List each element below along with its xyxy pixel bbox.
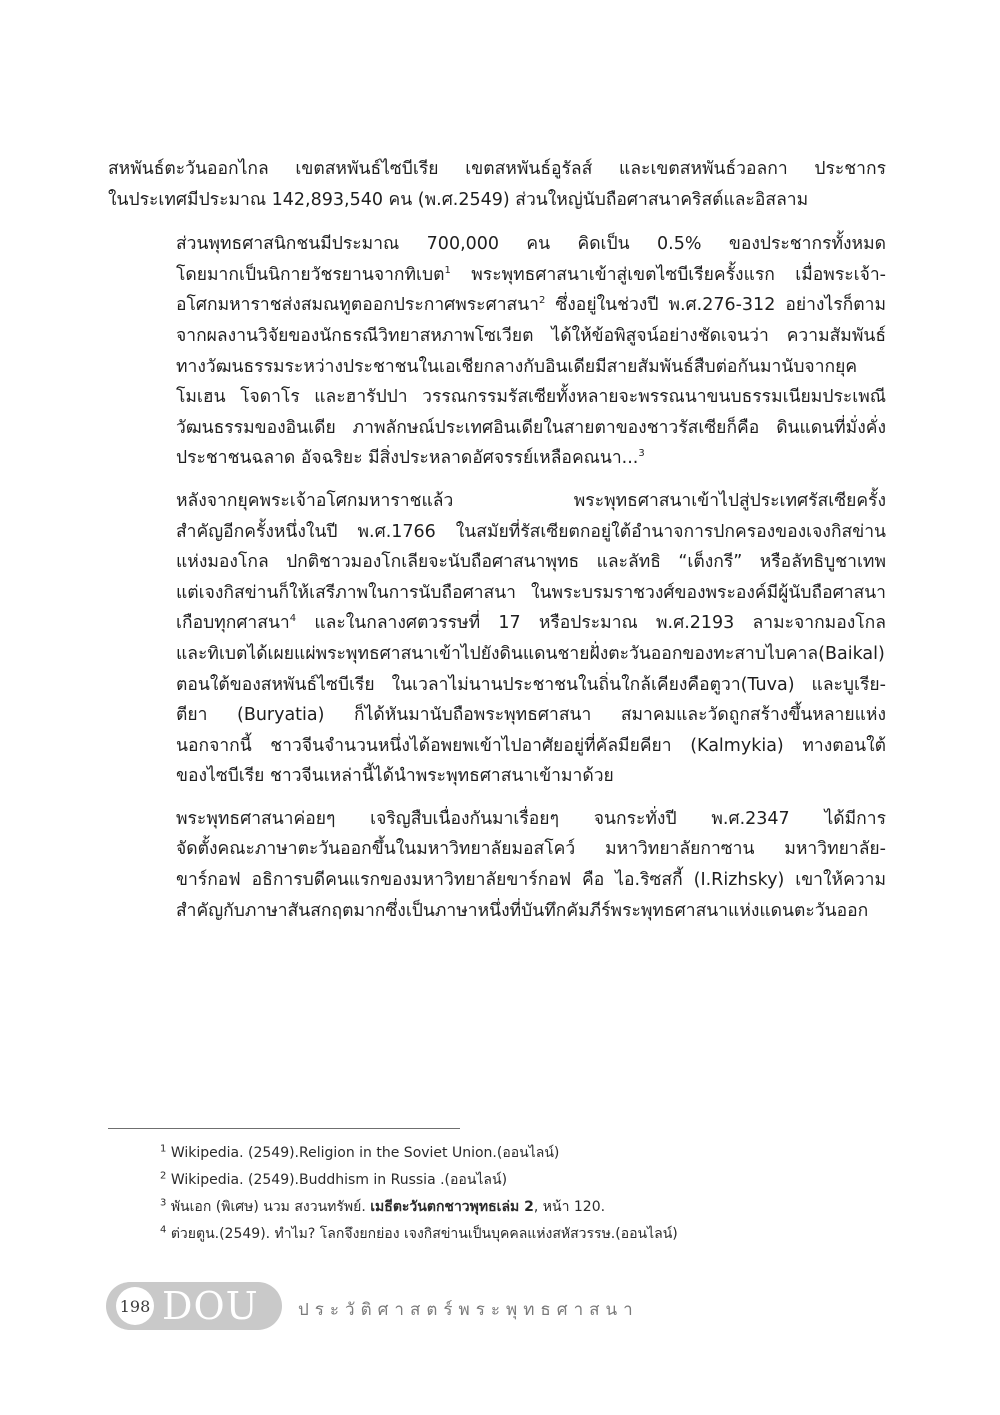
footnote-divider xyxy=(108,1128,460,1129)
text-line: จากผลงานวิจัยของนักธรณีวิทยาสหภาพโซเวียต ได้ให้ข้อพิสูจน์อย่างชัดเจนว่า ความสัมพันธ์ xyxy=(176,325,886,346)
page-number: 198 xyxy=(116,1287,154,1325)
text-line: ทางวัฒนธรรมระหว่างประชาชนในเอเชียกลางกับอินเดียมีสายสัมพันธ์สืบต่อกันมานับจากยุค xyxy=(176,356,858,377)
text-line: โมเฮน โจดาโร และฮารัปปา วรรณกรรมรัสเซียทั้งหลายจะพรรณนาขนบธรรมเนียมประเพณี xyxy=(176,387,886,408)
text-line: โดยมากเป็นนิกายวัชรยานจากทิเบต$^1$ พระพุทธศาสนาเข้าสู่เขตไซบีเรียครั้งแรก เมื่อพระเจ้า- xyxy=(176,264,886,285)
footnote-ref-1[interactable]: 1 xyxy=(444,264,451,276)
text-line: วัฒนธรรมของอินเดีย ภาพลักษณ์ประเทศอินเดียในสายตาของชาวรัสเซียก็คือ ดินแดนที่มั่งคั่ง xyxy=(176,417,886,438)
text-line: สำคัญกับภาษาสันสกฤตมากซึ่งเป็นภาษาหนึ่งที่บันทึกคัมภีร์พระพุทธศาสนาแห่งแดนตะวันออก xyxy=(176,900,869,921)
text-line: ส่วนพุทธศาสนิกชนมีประมาณ 700,000 คน คิดเป็น 0.5% ของประชากรทั้งหมด xyxy=(176,234,886,255)
text-line: ตียา (Buryatia) ก็ได้หันมานับถือพระพุทธศาสนา สมาคมและวัดถูกสร้างขึ้นหลายแห่ง xyxy=(176,705,886,726)
footnote-4: $^4$ ต่วยตูน.(2549). ทำไม? โลกจึงยกย่อง เจงกิสข่านเป็นบุคคลแห่งสหัสวรรษ.(ออนไลน์) xyxy=(160,1224,678,1242)
paragraph-1 xyxy=(108,154,886,215)
running-title: ประวัติศาสตร์พระพุทธศาสนา xyxy=(298,1300,639,1320)
footnote-1: $^1$ Wikipedia. (2549).Religion in the Soviet Union.(ออนไลน์) xyxy=(160,1143,560,1161)
footnote-2: $^2$ Wikipedia. (2549).Buddhism in Russia .(ออนไลน์) xyxy=(160,1170,508,1188)
text-line: นอกจากนี้ ชาวจีนจำนวนหนึ่งได้อพยพเข้าไปอาศัยอยู่ที่คัลมียคียา (Kalmykia) ทางตอนใต้ xyxy=(176,735,886,756)
text-line: ขาร์กอฟ อธิการบดีคนแรกของมหาวิทยาลัยขาร์กอฟ คือ ไอ.ริซสกี้ (I.Rizhsky) เขาให้ความ xyxy=(176,870,886,891)
text-line: แต่เจงกิสข่านก็ให้เสรีภาพในการนับถือศาสนา ในพระบรมราชวงศ์ของพระองค์มีผู้นับถือศาสนา xyxy=(176,582,886,603)
text-line: สำคัญอีกครั้งหนึ่งในปี พ.ศ.1766 ในสมัยที่รัสเซียตกอยู่ใต้อำนาจการปกครองของเจงกิสข่าน xyxy=(176,521,886,542)
text-line: อโศกมหาราชส่งสมณทูตออกประกาศพระศาสนา$^2$ ซึ่งอยู่ในช่วงปี พ.ศ.276-312 อย่างไรก็ตาม xyxy=(176,295,886,316)
footnote-3: $^3$ พันเอก (พิเศษ) นวม สงวนทรัพย์. เมธีตะวันตกชาวพุทธเล่ม 2, หน้า 120. xyxy=(160,1197,606,1215)
paragraph-3 xyxy=(108,486,886,792)
text-line: และทิเบตได้เผยแผ่พระพุทธศาสนาเข้าไปยังดินแดนชายฝั่งตะวันออกของทะสาบไบคาล(Baikal) xyxy=(176,643,885,664)
footnote-ref-2[interactable]: 2 xyxy=(539,295,546,307)
paragraph-4 xyxy=(108,804,886,926)
footnotes xyxy=(160,1140,880,1248)
text-line: ของไซบีเรีย ชาวจีนเหล่านี้ได้นำพระพุทธศาสนาเข้ามาด้วย xyxy=(176,766,614,787)
paragraph-2 xyxy=(108,229,886,474)
text-line: ประชาชนฉลาด อัจฉริยะ มีสิ่งประหลาดอัศจรรย์เหลือคณนา...$^3$ xyxy=(176,448,645,469)
footnote-ref-4[interactable]: 4 xyxy=(289,613,297,625)
text-line: จัดตั้งคณะภาษาตะวันออกขึ้นในมหาวิทยาลัยมอสโคว์ มหาวิทยาลัยกาซาน มหาวิทยาลัย- xyxy=(176,839,886,860)
text-line: ตอนใต้ของสหพันธ์ไซบีเรีย ในเวลาไม่นานประชาชนในถิ่นใกล้เคียงคือตูวา(Tuva) และบูเรีย- xyxy=(176,674,886,695)
text-line: พระพุทธศาสนาค่อยๆ เจริญสืบเนื่องกันมาเรื่อยๆ จนกระทั่งปี พ.ศ.2347 ได้มีการ xyxy=(176,808,886,829)
text-line: หลังจากยุคพระเจ้าอโศกมหาราชแล้ว พระพุทธศาสนาเข้าไปสู่ประเทศรัสเซียครั้ง xyxy=(176,490,886,511)
body-text xyxy=(108,154,886,938)
footer-badge xyxy=(106,1282,282,1330)
dou-logo: DOU xyxy=(162,1284,259,1328)
text-line: แห่งมองโกล ปกติชาวมองโกเลียจะนับถือศาสนาพุทธ และลัทธิ “เต็งกรี” หรือลัทธิบูชาเทพ xyxy=(176,552,886,573)
text-line: สหพันธ์ตะวันออกไกล เขตสหพันธ์ไซบีเรีย เขตสหพันธ์อูรัลส์ และเขตสหพันธ์วอลกา ประชากร xyxy=(108,159,886,179)
text-line: ในประเทศมีประมาณ 142,893,540 คน (พ.ศ.2549) ส่วนใหญ่นับถือศาสนาคริสต์และอิสลาม xyxy=(108,189,809,210)
text-line: เกือบทุกศาสนา$^4$ และในกลางศตวรรษที่ 17 หรือประมาณ พ.ศ.2193 ลามะจากมองโกล xyxy=(176,613,886,634)
footnote-ref-3[interactable]: 3 xyxy=(638,448,645,460)
